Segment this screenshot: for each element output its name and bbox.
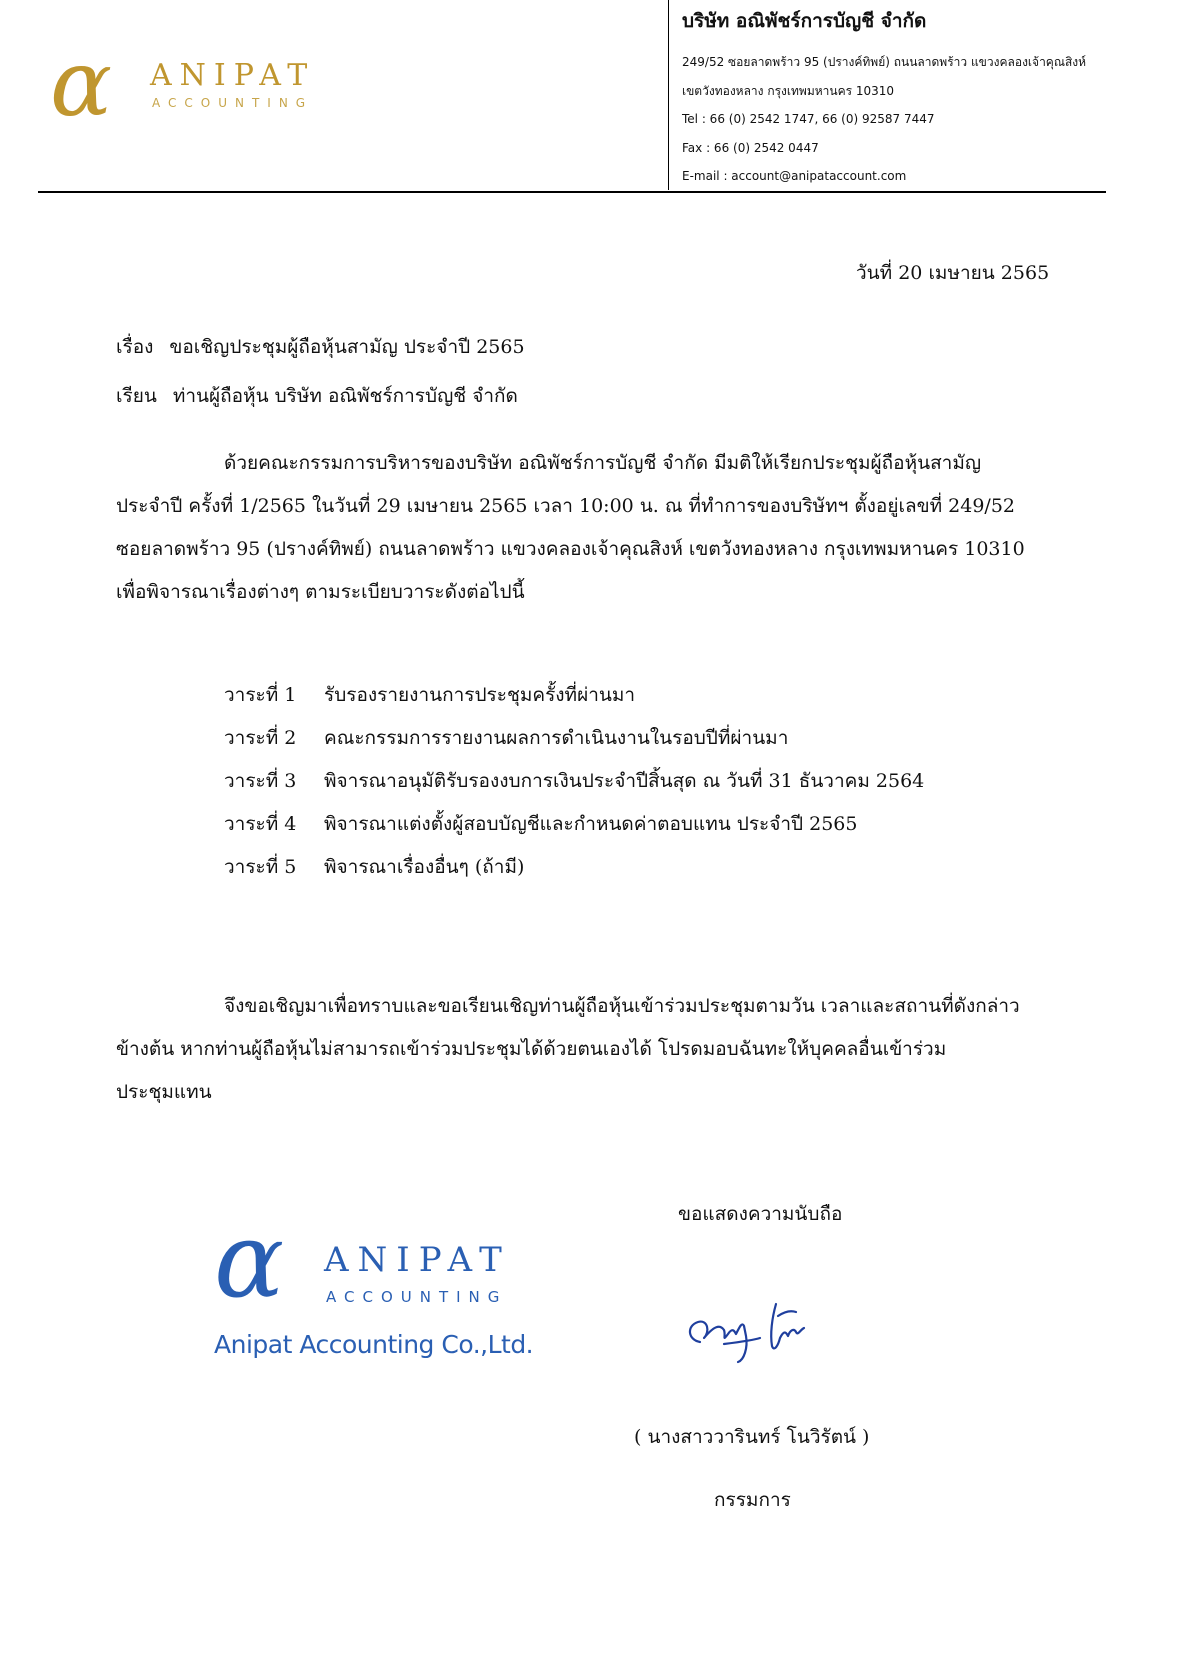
agenda-item [224,680,924,723]
header-vertical-divider [668,0,669,190]
logo-wordmark: ANIPAT [150,58,316,93]
signer-name: ( นางสาววารินทร์ โนวิรัตน์ ) [634,1426,870,1448]
invitation-paragraph [116,985,1082,1114]
agenda-item [224,852,924,895]
fax: Fax : 66 (0) 2542 0447 [682,140,819,155]
company-name: บริษัท อณิพัชร์การบัญชี จำกัด [682,10,927,32]
telephone: Tel : 66 (0) 2542 1747, 66 (0) 92587 7447 [682,112,935,126]
agenda-text: พิจารณาเรื่องอื่นๆ (ถ้ามี) [324,856,525,878]
paragraph-line: ด้วยคณะกรรมการบริหารของบริษัท อณิพัชร์การบัญชี จำกัด มีมติให้เรียกประชุมผู้ถือหุ้นสามัญ [224,452,982,474]
agenda-number: วาระที่ 3 [224,770,297,792]
subject-label: เรื่อง [116,336,154,358]
subject-line [116,332,525,362]
agenda-number: วาระที่ 4 [224,813,297,835]
signature-icon [680,1290,840,1370]
alpha-logo-icon: α [50,30,113,137]
address-line-2: เขตวังทองหลาง กรุงเทพมหานคร 10310 [682,83,895,98]
intro-paragraph [116,442,1082,614]
stamp-subtitle: ACCOUNTING [326,1288,508,1306]
company-info [682,6,1122,191]
paragraph-line: จึงขอเชิญมาเพื่อทราบและขอเรียนเชิญท่านผู้ถือหุ้นเข้าร่วมประชุมตามวัน เวลาและสถานที่ดังกล่าว [224,995,1020,1017]
recipient-label: เรียน [116,385,157,407]
header-horizontal-divider [38,191,1106,193]
agenda-item [224,809,924,852]
agenda-text: รับรองรายงานการประชุมครั้งที่ผ่านมา [324,684,636,706]
subject-text: ขอเชิญประชุมผู้ถือหุ้นสามัญ ประจำปี 2565 [169,336,525,358]
address-line-1: 249/52 ซอยลาดพร้าว 95 (ปรางค์ทิพย์) ถนนลาดพร้าว แขวงคลองเจ้าคุณสิงห์ [682,55,1087,69]
agenda-item [224,723,924,766]
recipient-text: ท่านผู้ถือหุ้น บริษัท อณิพัชร์การบัญชี จำกัด [172,385,518,407]
agenda-item [224,766,924,809]
letter-date: วันที่ 20 เมษายน 2565 [856,262,1050,284]
logo-subtitle: ACCOUNTING [152,96,314,110]
paragraph-line: ประจำปี ครั้งที่ 1/2565 ในวันที่ 29 เมษายน 2565 เวลา 10:00 น. ณ ที่ทำการของบริษัทฯ ตั้งอยู่เลขที่ 249/52 [116,495,1016,517]
agenda-list [224,680,924,895]
agenda-number: วาระที่ 5 [224,856,297,878]
alpha-logo-icon: α [214,1199,285,1321]
signer-title: กรรมการ [714,1489,791,1511]
agenda-text: พิจารณาแต่งตั้งผู้สอบบัญชีและกำหนดค่าตอบแทน ประจำปี 2565 [324,813,858,835]
paragraph-line: ซอยลาดพร้าว 95 (ปรางค์ทิพย์) ถนนลาดพร้าว แขวงคลองเจ้าคุณสิงห์ เขตวังทองหลาง กรุงเทพมหานคร 10310 [116,538,1025,560]
agenda-text: พิจารณาอนุมัติรับรองงบการเงินประจำปีสิ้นสุด ณ วันที่ 31 ธันวาคม 2564 [324,770,925,792]
paragraph-line: เพื่อพิจารณาเรื่องต่างๆ ตามระเบียบวาระดังต่อไปนี้ [116,581,525,603]
company-logo [50,30,350,137]
recipient-line [116,381,518,411]
paragraph-line: ข้างต้น หากท่านผู้ถือหุ้นไม่สามารถเข้าร่วมประชุมได้ด้วยตนเองได้ โปรดมอบฉันทะให้บุคคลอื่นเข้าร่วม [116,1038,947,1060]
closing-salutation: ขอแสดงความนับถือ [678,1203,843,1225]
agenda-number: วาระที่ 2 [224,727,297,749]
stamp-company-name: Anipat Accounting Co.,Ltd. [214,1330,534,1359]
paragraph-line: ประชุมแทน [116,1081,212,1103]
agenda-text: คณะกรรมการรายงานผลการดำเนินงานในรอบปีที่ผ่านมา [324,727,789,749]
email: E-mail : account@anipataccount.com [682,169,907,183]
company-stamp [212,1199,542,1372]
stamp-wordmark: ANIPAT [324,1240,511,1280]
agenda-number: วาระที่ 1 [224,684,297,706]
